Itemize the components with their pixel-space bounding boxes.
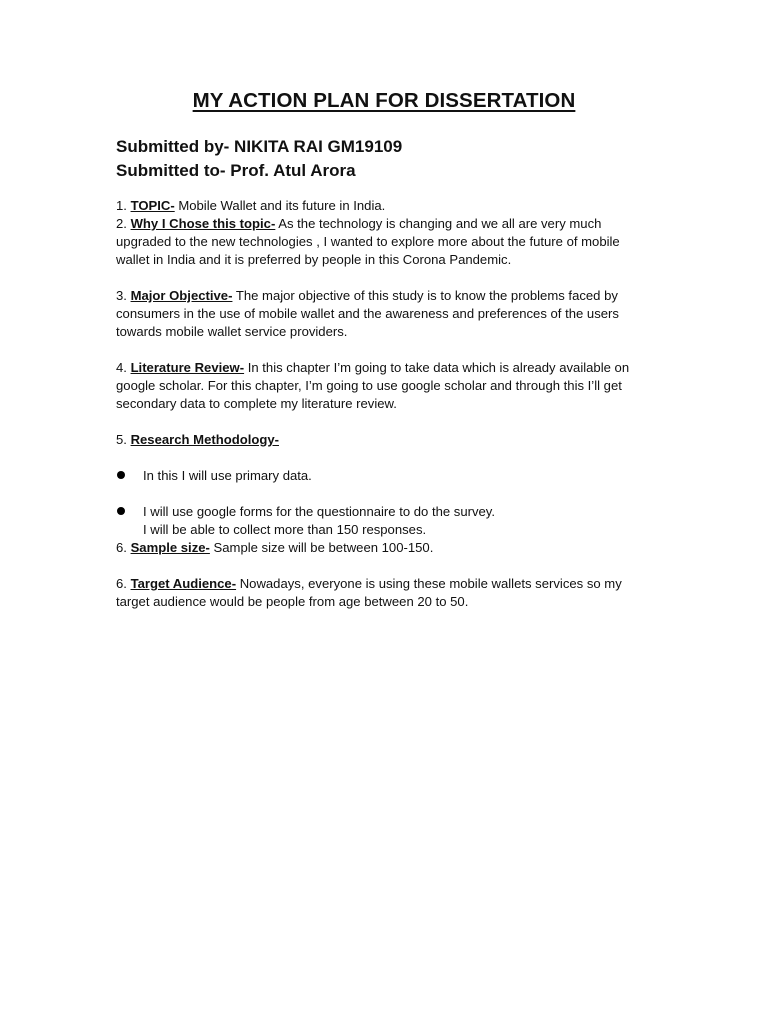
bullet-icon: [117, 507, 125, 515]
paragraph-gap: [116, 413, 656, 431]
section-topic: [116, 197, 656, 215]
bullet-text: I will use google forms for the questionnaire to do the survey.: [143, 504, 496, 519]
section-number: 6.: [116, 540, 131, 555]
section-heading: Why I Chose this topic-: [130, 216, 276, 231]
paragraph-gap: [116, 485, 656, 503]
section-objective: [116, 287, 656, 341]
section-text: Sample size will be between 100-150.: [209, 540, 434, 555]
section-text: In this chapter I’m going to take data which is already available on google scholar. For this chapter, I’m going to use google scholar and through this I’ll get secondary data to complete my literature review.: [116, 360, 630, 411]
list-item: [116, 467, 656, 485]
section-literature: [116, 359, 656, 413]
section-number: 2.: [116, 216, 131, 231]
bullet-text: In this I will use primary data.: [143, 468, 312, 483]
submitted-by: Submitted by- NIKITA RAI GM19109: [116, 137, 403, 156]
section-number: 6.: [116, 576, 131, 591]
section-text: The major objective of this study is to know the problems faced by consumers in the use of mobile wallet and the awareness and preferences of the users towards mobile wallet service providers.: [116, 288, 619, 339]
section-heading: Target Audience-: [130, 576, 237, 591]
section-text: Mobile Wallet and its future in India.: [174, 198, 386, 213]
paragraph-gap: [116, 269, 656, 287]
section-text: As the technology is changing and we all are very much upgraded to the new technologies , I wanted to explore more about the future of mobile wallet in India and it is preferred by people in this Corona Pandemic.: [116, 216, 620, 267]
document-body: [116, 197, 656, 611]
section-heading: Major Objective-: [130, 288, 233, 303]
section-heading: Sample size-: [130, 540, 210, 555]
document-title: MY ACTION PLAN FOR DISSERTATION: [192, 89, 576, 112]
section-number: 3.: [116, 288, 131, 303]
section-heading: Research Methodology-: [130, 432, 279, 447]
list-item: [116, 503, 656, 521]
submitted-to: Submitted to- Prof. Atul Arora: [116, 161, 356, 180]
bullet-icon: [117, 471, 125, 479]
section-text: Nowadays, everyone is using these mobile wallets services so my target audience would be people from age between 20 to 50.: [116, 576, 622, 609]
section-heading: TOPIC-: [130, 198, 175, 213]
paragraph-gap: [116, 341, 656, 359]
paragraph-gap: [116, 557, 656, 575]
section-number: 5.: [116, 432, 131, 447]
paragraph-gap: [116, 449, 656, 467]
section-sample: [116, 539, 656, 557]
section-number: 1.: [116, 198, 131, 213]
section-number: 4.: [116, 360, 131, 375]
section-heading: Literature Review-: [130, 360, 245, 375]
section-audience: [116, 575, 656, 611]
section-methodology: [116, 431, 656, 449]
section-why: [116, 215, 656, 269]
bullet-continuation: I will be able to collect more than 150 responses.: [143, 522, 427, 537]
